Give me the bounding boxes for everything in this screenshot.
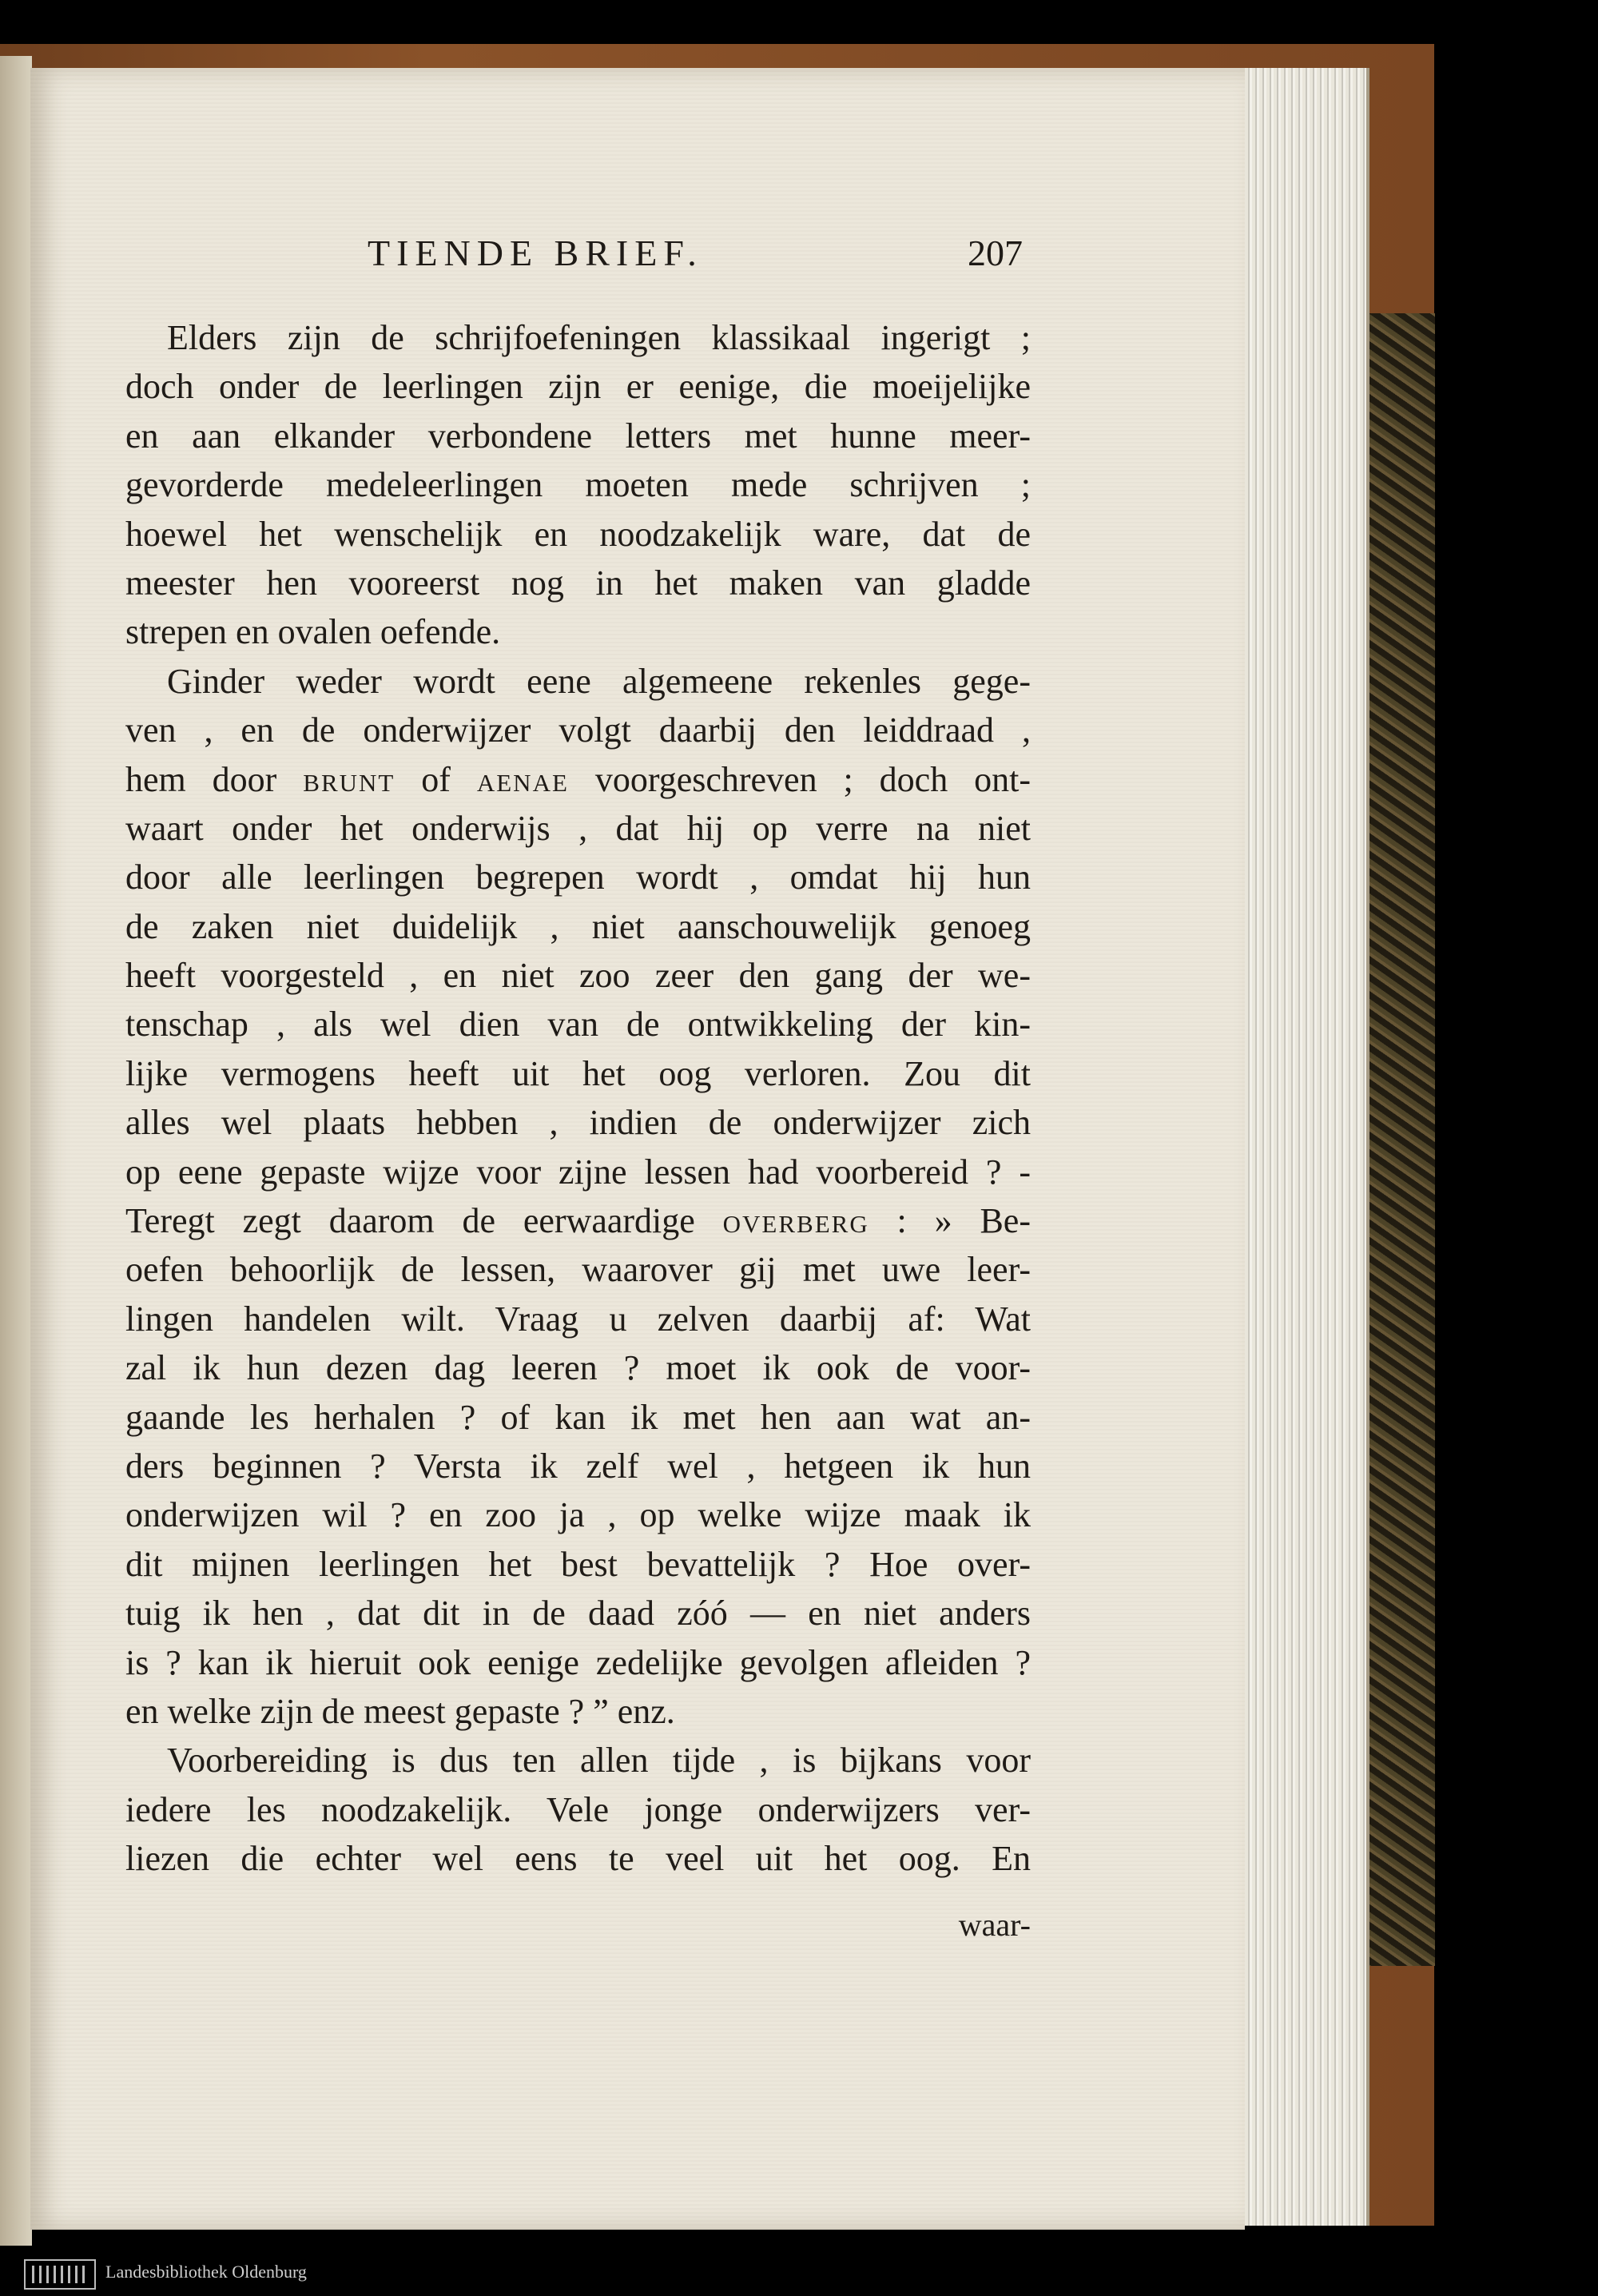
text-line — [125, 362, 1031, 411]
text-run: : » Be- — [869, 1201, 1031, 1241]
text-line — [125, 460, 1031, 509]
running-head — [368, 232, 1023, 288]
small-caps-name: brunt — [303, 759, 396, 799]
text-run: of — [395, 759, 477, 799]
text-run: Voorbereiding is dus ten allen tijde , is bijkans voor — [167, 1741, 1031, 1781]
small-caps-name: aenae — [476, 759, 569, 799]
text-line — [125, 1295, 1031, 1343]
small-caps-name: overberg — [722, 1201, 869, 1241]
text-run: lijke vermogens heeft uit het oog verloren. Zou dit — [125, 1053, 1031, 1093]
catchword: waar- — [958, 1907, 1031, 1943]
text-line — [125, 1834, 1031, 1883]
text-run: Teregt zegt daarom de eerwaardige — [125, 1201, 723, 1241]
text-run: Elders zijn de schrijfoefeningen klassikaal ingerigt ; — [167, 318, 1031, 357]
text-line — [125, 510, 1031, 559]
text-run: doch onder de leerlingen zijn er eenige, die moeijelijke — [125, 367, 1031, 407]
library-name: Landesbibliothek Oldenburg — [105, 2262, 307, 2282]
text-run: ders beginnen ? Versta ik zelf wel , hetgeen ik hun — [125, 1446, 1031, 1486]
library-logo-icon — [24, 2259, 96, 2290]
text-line — [125, 1098, 1031, 1147]
text-line — [125, 657, 1031, 706]
text-line — [125, 755, 1031, 804]
page-edges — [1230, 68, 1369, 2226]
text-line — [125, 1442, 1031, 1490]
text-run: heeft voorgesteld , en niet zoo zeer den gang der we- — [125, 956, 1031, 996]
text-line — [125, 1393, 1031, 1442]
text-line — [125, 1049, 1031, 1098]
text-line — [125, 559, 1031, 607]
text-line — [125, 1343, 1031, 1392]
text-run: door alle leerlingen begrepen wordt , omdat hij hun — [125, 858, 1031, 897]
text-run: strepen en ovalen oefende. — [125, 612, 501, 652]
text-run: de zaken niet duidelijk , niet aanschouwelijk genoeg — [125, 906, 1031, 946]
text-run: hem door — [125, 759, 304, 799]
text-run: tenschap , als wel dien van de ontwikkeling der kin- — [125, 1005, 1031, 1045]
text-line — [125, 951, 1031, 1000]
text-line — [125, 607, 1031, 656]
text-run: zal ik hun dezen dag leeren ? moet ik ook de voor- — [125, 1348, 1031, 1388]
text-line — [125, 853, 1031, 901]
text-line — [125, 412, 1031, 460]
text-run: waart onder het onderwijs , dat hij op verre na niet — [125, 808, 1031, 848]
text-line — [125, 1638, 1031, 1687]
text-run: voorgeschreven ; doch ont- — [568, 759, 1031, 799]
text-line — [125, 1589, 1031, 1637]
text-run: iedere les noodzakelijk. Vele jonge onderwijzers ver- — [125, 1789, 1031, 1829]
text-line — [125, 1245, 1031, 1294]
text-line — [125, 1785, 1031, 1834]
text-line — [125, 1196, 1031, 1245]
text-run: Ginder weder wordt eene algemeene rekenles gege- — [167, 661, 1031, 701]
text-run: meester hen vooreerst nog in het maken van gladde — [125, 563, 1031, 603]
text-run: lingen handelen wilt. Vraag u zelven daarbij af: Wat — [125, 1299, 1031, 1339]
text-line — [125, 1687, 1031, 1736]
text-run: is ? kan ik hieruit ook eenige zedelijke gevolgen afleiden ? — [125, 1642, 1031, 1682]
text-run: oefen behoorlijk de lessen, waarover gij met uwe leer- — [125, 1250, 1031, 1290]
marbled-endpaper — [1363, 313, 1435, 1966]
text-run: en welke zijn de meest gepaste ? ” enz. — [125, 1691, 675, 1731]
text-line — [125, 902, 1031, 951]
text-run: liezen die echter wel eens te veel uit het oog. En — [125, 1839, 1031, 1879]
text-run: gaande les herhalen ? of kan ik met hen aan wat an- — [125, 1397, 1031, 1437]
text-line — [125, 804, 1031, 853]
text-run: dit mijnen leerlingen het best bevattelijk ? Hoe over- — [125, 1544, 1031, 1584]
text-run: en aan elkander verbondene letters met hunne meer- — [125, 416, 1031, 456]
text-line — [125, 706, 1031, 754]
text-run: gevorderde medeleerlingen moeten mede schrijven ; — [125, 465, 1031, 505]
text-line — [125, 1148, 1031, 1196]
page-number: 207 — [968, 233, 1023, 273]
text-run: alles wel plaats hebben , indien de onderwijzer zich — [125, 1103, 1031, 1143]
text-line — [125, 1000, 1031, 1049]
text-run: ven , en de onderwijzer volgt daarbij den leiddraad , — [125, 710, 1031, 750]
text-run: tuig ik hen , dat dit in de daad zóó — en niet anders — [125, 1594, 1031, 1633]
text-line — [125, 313, 1031, 362]
running-title: TIENDE BRIEF. — [368, 233, 703, 273]
text-line — [125, 1540, 1031, 1589]
text-run: op eene gepaste wijze voor zijne lessen had voorbereid ? - — [125, 1152, 1031, 1192]
text-run: onderwijzen wil ? en zoo ja , op welke wijze maak ik — [125, 1495, 1031, 1535]
text-run: hoewel het wenschelijk en noodzakelijk ware, dat de — [125, 514, 1031, 554]
body-text — [125, 313, 1031, 1884]
text-line — [125, 1490, 1031, 1539]
text-line — [125, 1736, 1031, 1785]
facing-page-edge — [0, 56, 32, 2246]
